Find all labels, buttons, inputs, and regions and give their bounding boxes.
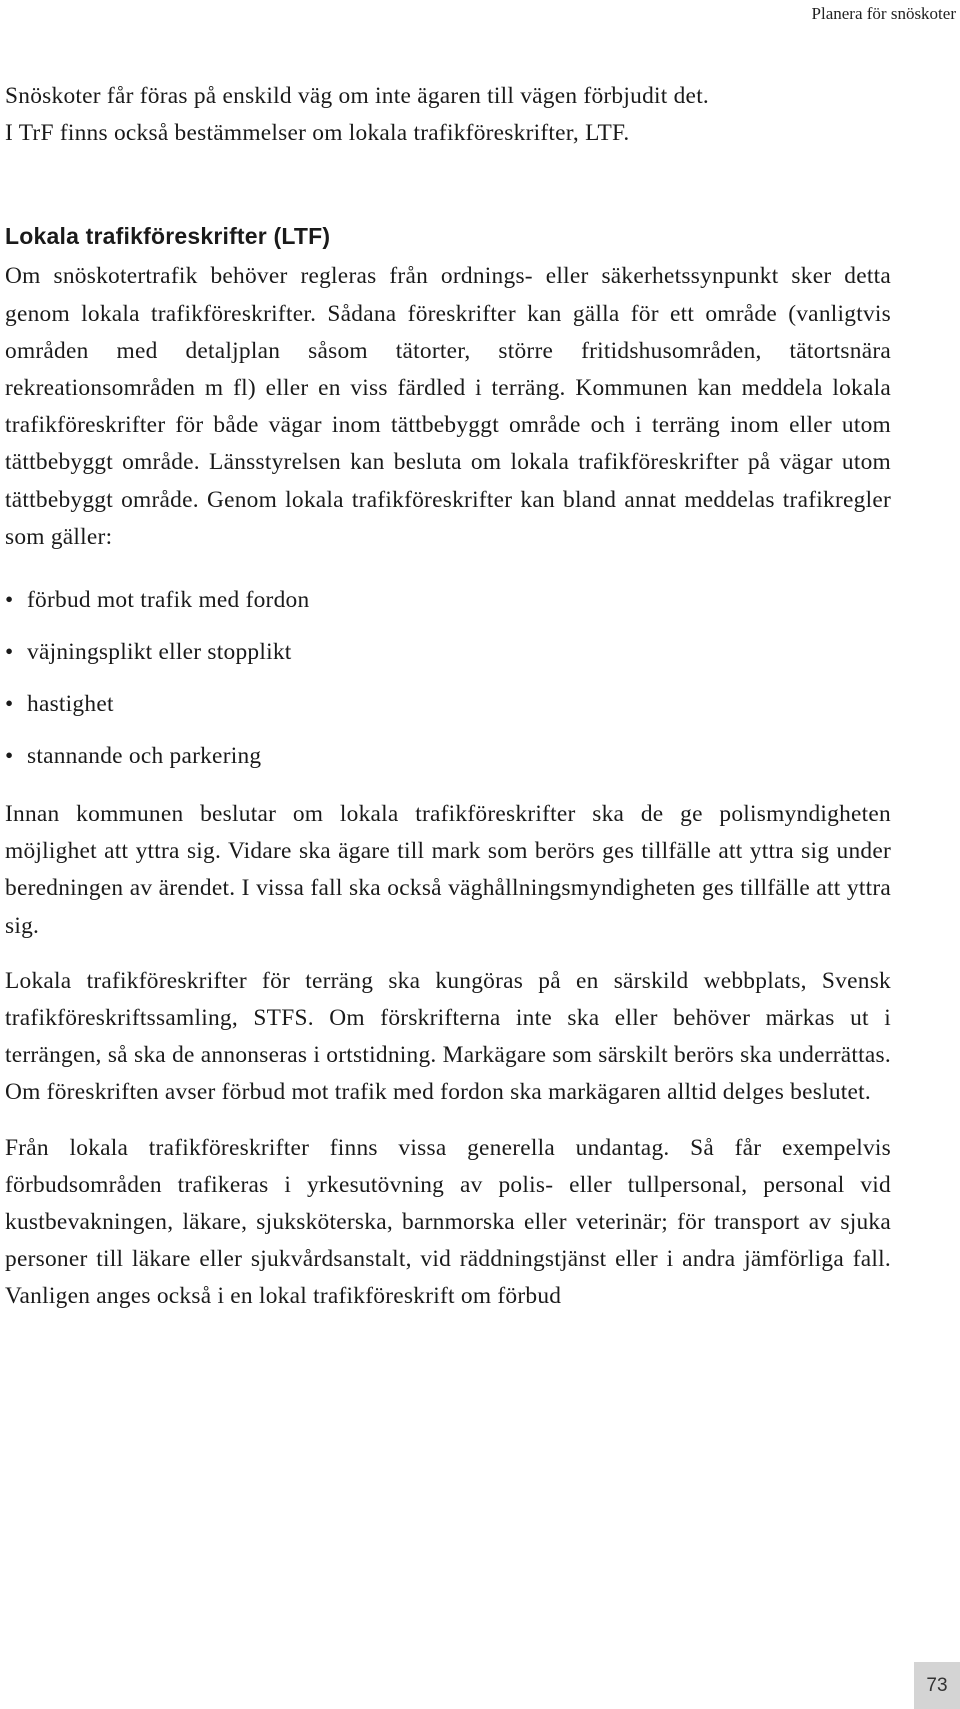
list-item [5, 574, 891, 626]
list-item-text: förbud mot trafik med fordon [27, 587, 310, 614]
bullet-icon: • [5, 743, 14, 770]
list-item-text: väjningsplikt eller stopplikt [27, 639, 292, 666]
list-item [5, 678, 891, 730]
section-paragraph-1: Om snöskotertrafik behöver regleras från ordnings- eller säkerhetssynpunkt sker detta genom lokala trafikföreskrifter. Sådana föreskrifter kan gälla för ett område (vanligtvis områden med detaljplan såsom tätorter, större fritidshusområden, tätortsnära rekreationsområden m fl) eller en viss färdled i terräng. Kommunen kan meddela lokala trafikföreskrifter för både vägar inom tättbebyggt område och i terräng inom eller utom tättbebyggt område. Länsstyrelsen kan besluta om lokala trafikföreskrifter på vägar utom tättbebyggt område. Genom lokala trafikföreskrifter kan bland annat meddelas trafikregler som gäller: [5, 263, 891, 550]
bullet-icon: • [5, 639, 14, 666]
section-paragraph-3: Lokala trafikföreskrifter för terräng ska kungöras på en särskild webbplats, Svensk trafikföreskriftssamling, STFS. Om förskrifterna inte ska eller behöver märkas ut i terrängen, så ska de annonseras i ortstidning. Markägare som särskilt berörs ska underrättas. Om föreskriften avser förbud mot trafik med fordon ska markägaren alltid delges beslutet. [5, 967, 891, 1106]
page-number: 73 [914, 1662, 960, 1709]
intro-paragraph: Snöskoter får föras på enskild väg om inte ägaren till vägen förbjudit det. [5, 83, 710, 109]
list-item [5, 626, 891, 678]
page-body [5, 78, 891, 1316]
running-header: Planera för snöskoter [811, 4, 956, 23]
list-item-text: hastighet [27, 691, 114, 718]
intro-paragraph-ltf: I TrF finns också bestämmelser om lokala trafikföreskrifter, LTF. [5, 120, 630, 147]
section-paragraph-4: Från lokala trafikföreskrifter finns vissa generella undantag. Så får exempelvis förbudsområden trafikeras i yrkesutövning av polis- eller tullpersonal, personal vid kustbevakningen, läkare, sjuksköterska, barnmorska eller veterinär; för transport av sjuka personer till läkare eller sjukvårdsanstalt, vid räddningstjänst eller i andra jämförliga fall. Vanligen anges också i en lokal trafikföreskrift om förbud [5, 1134, 891, 1310]
section-paragraph-2: Innan kommunen beslutar om lokala trafikföreskrifter ska de ge polismyndigheten möjlighet att yttra sig. Vidare ska ägare till mark som berörs ges tillfälle att yttra sig under beredningen av ärendet. I vissa fall ska också väghållningsmyndigheten ges tillfälle att yttra sig. [5, 801, 891, 939]
bullet-icon: • [5, 587, 14, 614]
bullet-icon: • [5, 691, 14, 718]
traffic-rules-list [5, 574, 891, 782]
list-item-text: stannande och parkering [27, 743, 262, 770]
list-item [5, 730, 891, 782]
section-heading: Lokala trafikföreskrifter (LTF) [5, 223, 331, 250]
